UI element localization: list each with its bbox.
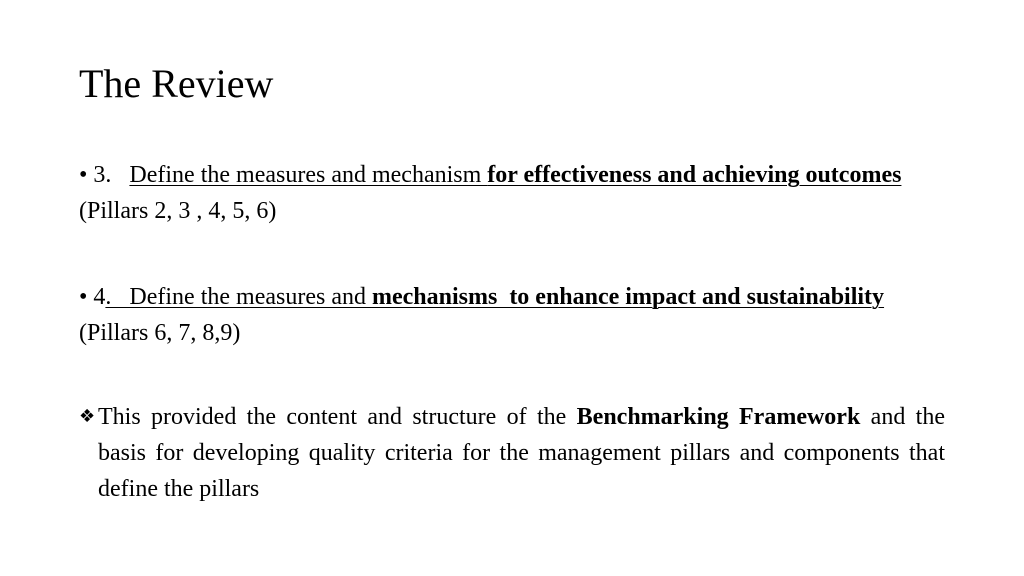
- bullet-dot: •: [79, 284, 88, 310]
- bullet-dot: •: [79, 162, 88, 188]
- diamond-bullet-icon: ❖: [79, 406, 96, 427]
- item-lead-text: Define the measures and mechanism: [129, 162, 488, 188]
- item-pillars: (Pillars 2, 3 , 4, 5, 6): [79, 198, 277, 224]
- item-number: 4: [93, 284, 106, 310]
- note-text-start: This provided the content and structure of the: [98, 404, 577, 430]
- item-lead-text: . Define the measures and: [105, 284, 372, 310]
- note-text: [98, 399, 945, 507]
- item-pillars: (Pillars 6, 7, 8,9): [79, 320, 241, 346]
- item-number: 3.: [93, 162, 112, 188]
- note-bold-term: Benchmarking Framework: [576, 404, 861, 430]
- summary-note: [79, 399, 945, 507]
- note-text-end: and the basis for developing quality criteria for the management pillars and components that define the pillars: [98, 404, 945, 502]
- item-bold-text: for effectiveness and achieving outcomes: [487, 162, 902, 188]
- item-bold-text: mechanisms to enhance impact and sustainability: [371, 284, 885, 310]
- slide-title: The Review: [79, 61, 274, 106]
- bullet-item-4: [79, 279, 949, 351]
- bullet-item-3: [79, 157, 949, 229]
